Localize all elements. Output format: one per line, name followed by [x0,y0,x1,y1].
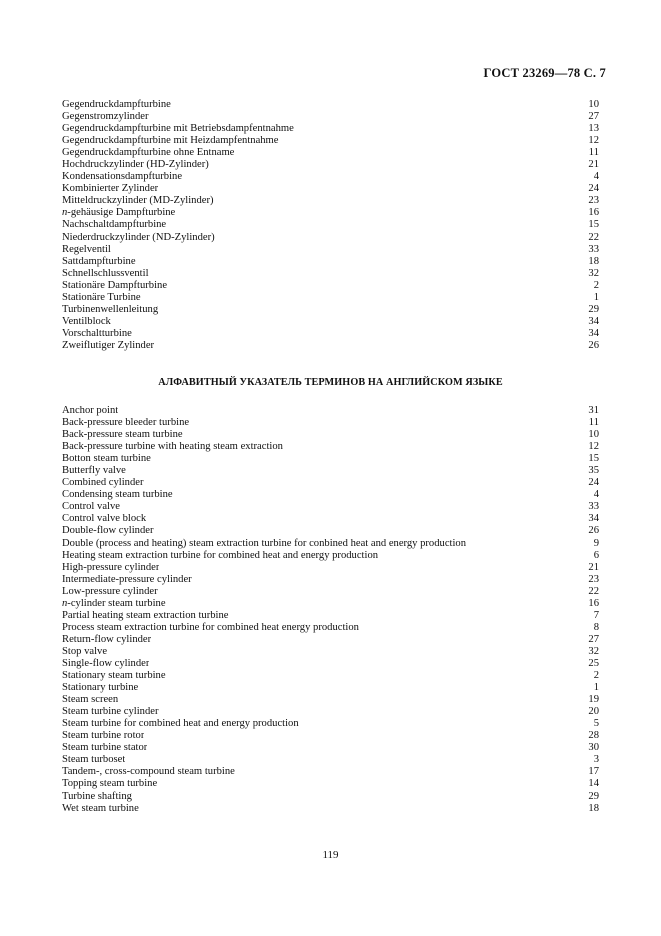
index-term: Turbine shafting [62,790,132,802]
index-term-number: 23 [588,573,599,585]
index-term-number: 17 [588,766,599,778]
index-term: Steam turbine cylinder [62,706,159,718]
index-term-number: 1 [593,291,599,303]
index-entry [62,316,599,328]
index-term: Control valve [62,501,120,513]
index-entry [62,328,599,340]
index-entry [62,658,599,670]
index-entry [62,634,599,646]
index-entry [62,622,599,634]
index-term-number: 34 [588,513,599,525]
index-term-number: 1 [593,682,599,694]
index-term: Steam turboset [62,754,126,766]
index-entry [62,646,599,658]
index-term: Steam screen [62,694,119,706]
index-term: Gegendruckdampfturbine mit Betriebsdampfentnahme [62,123,294,135]
index-entry [62,219,599,231]
index-term: Gegenstromzylinder [62,111,149,123]
index-entry [62,562,599,574]
index-term-number: 16 [588,597,599,609]
index-entry [62,292,599,304]
index-entry [62,99,599,111]
index-entry [62,694,599,706]
index-entry [62,207,599,219]
index-term: Control valve block [62,513,147,525]
index-term: Stop valve [62,645,108,657]
index-term-number: 32 [588,645,599,657]
index-entry [62,465,599,477]
index-term: Stationary steam turbine [62,670,166,682]
index-entry [62,232,599,244]
index-term: Stationäre Turbine [62,291,141,303]
index-entry [62,441,599,453]
index-term-number: 9 [593,537,599,549]
index-entry [62,586,599,598]
index-term-number: 18 [588,255,599,267]
index-term: Botton steam turbine [62,453,151,465]
index-term: Double-flow cylinder [62,525,154,537]
index-entry [62,550,599,562]
index-term: Gegendruckdampfturbine [62,99,171,110]
index-term: Tandem-, cross-compound steam turbine [62,766,235,778]
index-entry [62,135,599,147]
index-term: Butterfly valve [62,465,126,477]
index-term: Process steam extraction turbine for combined heat energy production [62,621,359,633]
index-entry [62,147,599,159]
index-term-number: 11 [588,147,599,159]
index-entry [62,610,599,622]
index-term-number: 13 [588,123,599,135]
index-term: Schnellschlussventil [62,267,149,279]
index-term-number: 3 [593,754,599,766]
index-term: Heating steam extraction turbine for combined heat and energy production [62,549,379,561]
index-term: Back-pressure steam turbine [62,429,183,441]
index-term: Gegendruckdampfturbine ohne Entname [62,147,235,159]
index-term-number: 5 [593,718,599,730]
index-entry [62,574,599,586]
index-entry [62,489,599,501]
index-term: Anchor point [62,405,119,416]
index-entry [62,159,599,171]
index-entry [62,268,599,280]
index-term-number: 18 [588,802,599,814]
index-term-number: 11 [588,417,599,429]
index-entry [62,340,599,352]
index-term: Zweiflutiger Zylinder [62,339,155,351]
index-term: Condensing steam turbine [62,489,173,501]
index-entry [62,280,599,292]
index-term-number: 8 [593,621,599,633]
index-entry [62,670,599,682]
index-term-number: 33 [588,243,599,255]
index-term-number: 27 [588,633,599,645]
index-term: Combined cylinder [62,477,144,489]
index-term: Turbinenwellenleitung [62,303,159,315]
index-term-number: 2 [593,670,599,682]
index-entry [62,598,599,610]
index-entry [62,429,599,441]
index-term-number: 24 [588,183,599,195]
index-term-number: 15 [588,219,599,231]
index-term-number: 20 [588,706,599,718]
page-number: 119 [322,849,339,861]
index-entry [62,706,599,718]
index-term-number: 22 [588,231,599,243]
index-entry [62,405,599,417]
index-term-number: 10 [588,99,599,110]
index-term-number: 14 [588,778,599,790]
index-entry [62,682,599,694]
english-index-heading: АЛФАВИТНЫЙ УКАЗАТЕЛЬ ТЕРМИНОВ НА АНГЛИЙСКОМ ЯЗЫКЕ [158,377,503,388]
index-term: Nachschaltdampfturbine [62,219,167,231]
index-entry [62,183,599,195]
index-entry [62,803,599,815]
index-term-number: 2 [593,279,599,291]
index-entry [62,304,599,316]
index-entry [62,195,599,207]
index-term-number: 21 [588,561,599,573]
index-term-number: 25 [588,657,599,669]
index-term: Vorschaltturbine [62,327,132,339]
english-term-index [62,405,599,815]
index-term-number: 24 [588,477,599,489]
index-term: Sattdampfturbine [62,255,136,267]
index-entry [62,754,599,766]
index-entry [62,244,599,256]
index-term: n-cylinder steam turbine [62,597,166,609]
index-entry [62,730,599,742]
index-term-number: 26 [588,525,599,537]
index-term: High-pressure cylinder [62,561,160,573]
index-term-number: 27 [588,111,599,123]
index-term: Low-pressure cylinder [62,585,158,597]
index-entry [62,501,599,513]
index-term: Stationary turbine [62,682,139,694]
index-term-number: 34 [588,327,599,339]
index-term: Hochdruckzylinder (HD-Zylinder) [62,159,209,171]
index-term-number: 35 [588,465,599,477]
index-term: Stationäre Dampfturbine [62,279,168,291]
index-term: Single-flow cylinder [62,657,150,669]
index-entry [62,417,599,429]
index-term: Gegendruckdampfturbine mit Heizdampfentnahme [62,135,279,147]
index-term-number: 16 [588,207,599,219]
index-entry [62,123,599,135]
index-term: Topping steam turbine [62,778,158,790]
index-term-number: 31 [588,405,599,416]
index-entry [62,171,599,183]
index-entry [62,742,599,754]
index-entry [62,256,599,268]
index-term: Return-flow cylinder [62,633,152,645]
index-term-number: 26 [588,339,599,351]
index-term: Kondensationsdampfturbine [62,171,183,183]
index-entry [62,538,599,550]
page-header: ГОСТ 23269—78 С. 7 [483,66,606,80]
index-term: Back-pressure turbine with heating steam extraction [62,441,283,453]
index-term: Kombinierter Zylinder [62,183,159,195]
index-term-number: 4 [593,171,599,183]
index-term-number: 32 [588,267,599,279]
index-term: Intermediate-pressure cylinder [62,573,192,585]
index-term: Steam turbine for combined heat and energy production [62,718,299,730]
index-term: Niederdruckzylinder (ND-Zylinder) [62,231,215,243]
index-term-number: 15 [588,453,599,465]
index-entry [62,791,599,803]
index-entry [62,718,599,730]
german-term-index [62,99,599,352]
index-entry [62,525,599,537]
index-term-number: 6 [593,549,599,561]
index-term-number: 29 [588,790,599,802]
index-term: Wet steam turbine [62,802,139,814]
index-term: n-gehäusige Dampfturbine [62,207,176,219]
index-entry [62,453,599,465]
index-entry [62,513,599,525]
index-term-number: 4 [593,489,599,501]
index-term: Steam turbine stator [62,742,148,754]
index-term: Double (process and heating) steam extraction turbine for conbined heat and energy production [62,537,466,549]
index-term-number: 34 [588,315,599,327]
index-term-number: 19 [588,694,599,706]
index-term: Regelventil [62,243,111,255]
index-term-number: 7 [593,609,599,621]
index-term-number: 28 [588,730,599,742]
index-term: Back-pressure bleeder turbine [62,417,190,429]
index-term: Partial heating steam extraction turbine [62,609,229,621]
index-term-number: 23 [588,195,599,207]
index-term-number: 29 [588,303,599,315]
index-term-number: 21 [588,159,599,171]
index-entry [62,477,599,489]
index-entry [62,778,599,790]
index-term-number: 12 [588,441,599,453]
index-term-number: 12 [588,135,599,147]
index-term: Mitteldruckzylinder (MD-Zylinder) [62,195,214,207]
index-term-number: 22 [588,585,599,597]
index-entry [62,766,599,778]
index-term-number: 30 [588,742,599,754]
index-entry [62,111,599,123]
index-term-number: 10 [588,429,599,441]
index-term-number: 33 [588,501,599,513]
index-term: Steam turbine rotor [62,730,145,742]
index-term: Ventilblock [62,315,111,327]
